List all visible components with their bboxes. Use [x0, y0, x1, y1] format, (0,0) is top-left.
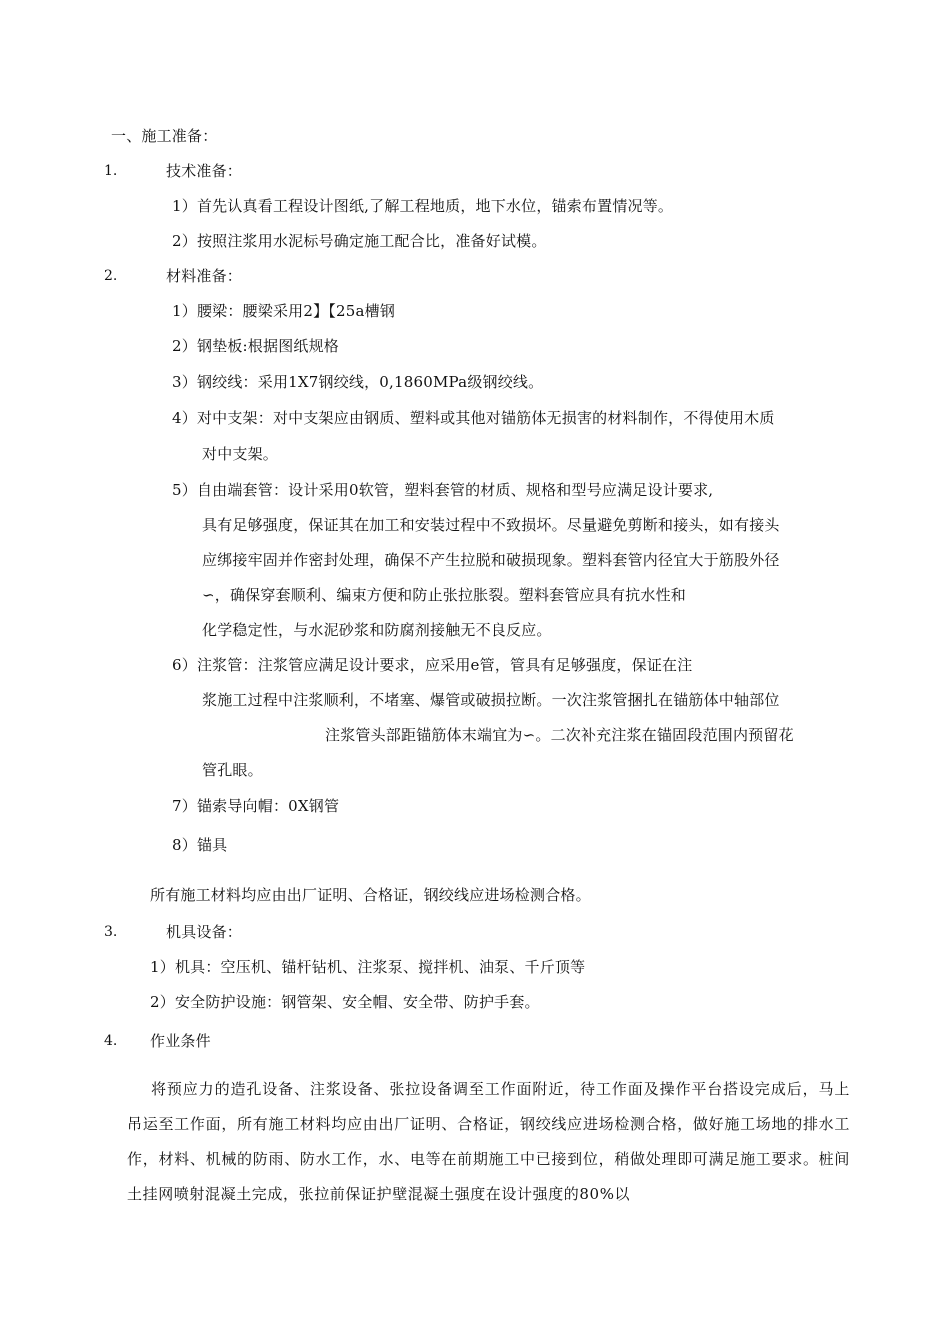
- item-number: 3.: [104, 924, 118, 940]
- list-line: 4）对中支架：对中支架应由钢质、塑料或其他对锚筋体无损害的材料制作，不得使用木质: [172, 409, 775, 427]
- list-line: 具有足够强度，保证其在加工和安装过程中不致损坏。尽量避免剪断和接头，如有接头: [202, 516, 780, 534]
- list-line: 6）注浆管：注浆管应满足设计要求，应采用e管，管具有足够强度，保证在注: [172, 656, 693, 674]
- list-line: 8）锚具: [172, 836, 228, 854]
- item-number: 4.: [104, 1033, 118, 1049]
- list-line: 2）安全防护设施：钢管架、安全帽、安全带、防护手套。: [150, 993, 540, 1011]
- item-number: 1.: [104, 163, 118, 179]
- list-line: 7）锚索导向帽：0X钢管: [172, 797, 340, 815]
- list-line: 注浆管头部距锚筋体末端宜为∽。二次补充注浆在锚固段范围内预留花: [325, 726, 794, 744]
- list-line: 应绑接牢固并作密封处理，确保不产生拉脱和破损现象。塑料套管内径宜大于筋股外径: [202, 551, 780, 569]
- list-line: 化学稳定性，与水泥砂浆和防腐剂接触无不良反应。: [202, 621, 552, 639]
- item-number: 2.: [104, 268, 118, 284]
- list-line: 1）机具：空压机、锚杆钻机、注浆泵、搅拌机、油泵、千斤顶等: [150, 958, 586, 976]
- work-conditions-paragraph: 将预应力的造孔设备、注浆设备、张拉设备调至工作面附近，待工作面及操作平台搭设完成后，马上吊运至工作面，所有施工材料均应由出厂证明、合格证，钢绞线应进场检测合格，做好施工场地的排水工作，材料、机械的防雨、防水工作，水、电等在前期施工中已接到位，稍做处理即可满足施工要求。桩间土挂网喷射混凝土完成，张拉前保证护壁混凝土强度在设计强度的80%以: [127, 1080, 850, 1203]
- item-title: 材料准备：: [166, 267, 243, 285]
- list-line: 1）腰梁：腰梁采用2】【25a槽钢: [172, 302, 396, 320]
- list-line: 5）自由端套管：设计采用0软管，塑料套管的材质、规格和型号应满足设计要求,: [172, 481, 714, 499]
- list-line: 管孔眼。: [202, 761, 263, 779]
- list-line: ∽，确保穿套顺利、编束方便和防止张拉胀裂。塑料套管应具有抗水性和: [202, 586, 686, 604]
- item-title: 机具设备：: [166, 923, 243, 941]
- list-line: 2）钢垫板:根据图纸规格: [172, 337, 339, 355]
- list-line: 浆施工过程中注浆顺利，不堵塞、爆管或破损拉断。一次注浆管捆扎在锚筋体中轴部位: [202, 691, 780, 709]
- list-line: 对中支架。: [202, 445, 279, 463]
- material-note: 所有施工材料均应由出厂证明、合格证，钢绞线应进场检测合格。: [150, 886, 591, 904]
- list-line: 2）按照注浆用水泥标号确定施工配合比，准备好试模。: [172, 232, 547, 250]
- list-line: 1）首先认真看工程设计图纸,了解工程地质，地下水位，锚索布置情况等。: [172, 197, 674, 215]
- list-line: 3）钢绞线：采用1X7钢绞线，0,1860MPa级钢绞线。: [172, 373, 544, 391]
- item-title: 技术准备：: [166, 162, 243, 180]
- section-heading: 一、施工准备：: [111, 127, 218, 145]
- item-title: 作业条件: [150, 1032, 211, 1050]
